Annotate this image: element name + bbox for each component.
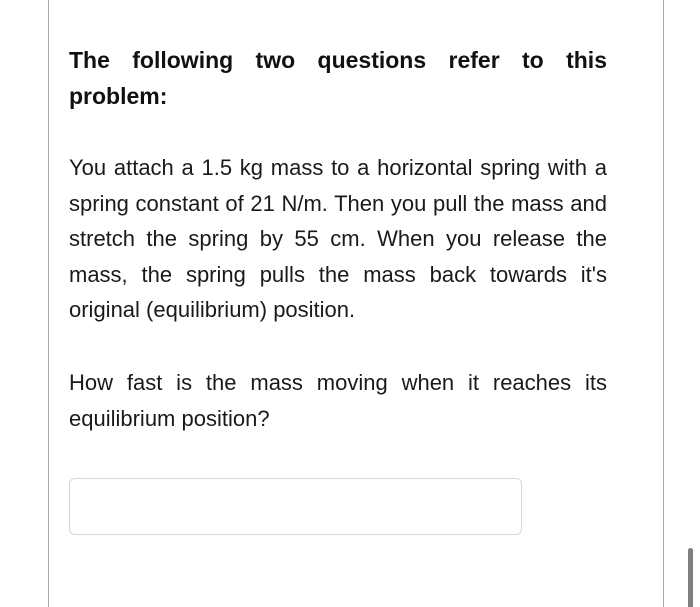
question-heading: The following two questions refer to this problem: [69,47,607,109]
problem-text: You attach a 1.5 kg mass to a horizontal spring with a spring constant of 21 N/m. Then you pull the mass and stretch the spring by 55 cm. When you release the mass, the spring pulls the mass back towards it's original (equilibrium) position. [69,155,607,322]
question-text: How fast is the mass moving when it reaches its equilibrium position? [69,370,607,431]
answer-input[interactable] [69,478,522,535]
scrollbar[interactable] [688,548,693,607]
